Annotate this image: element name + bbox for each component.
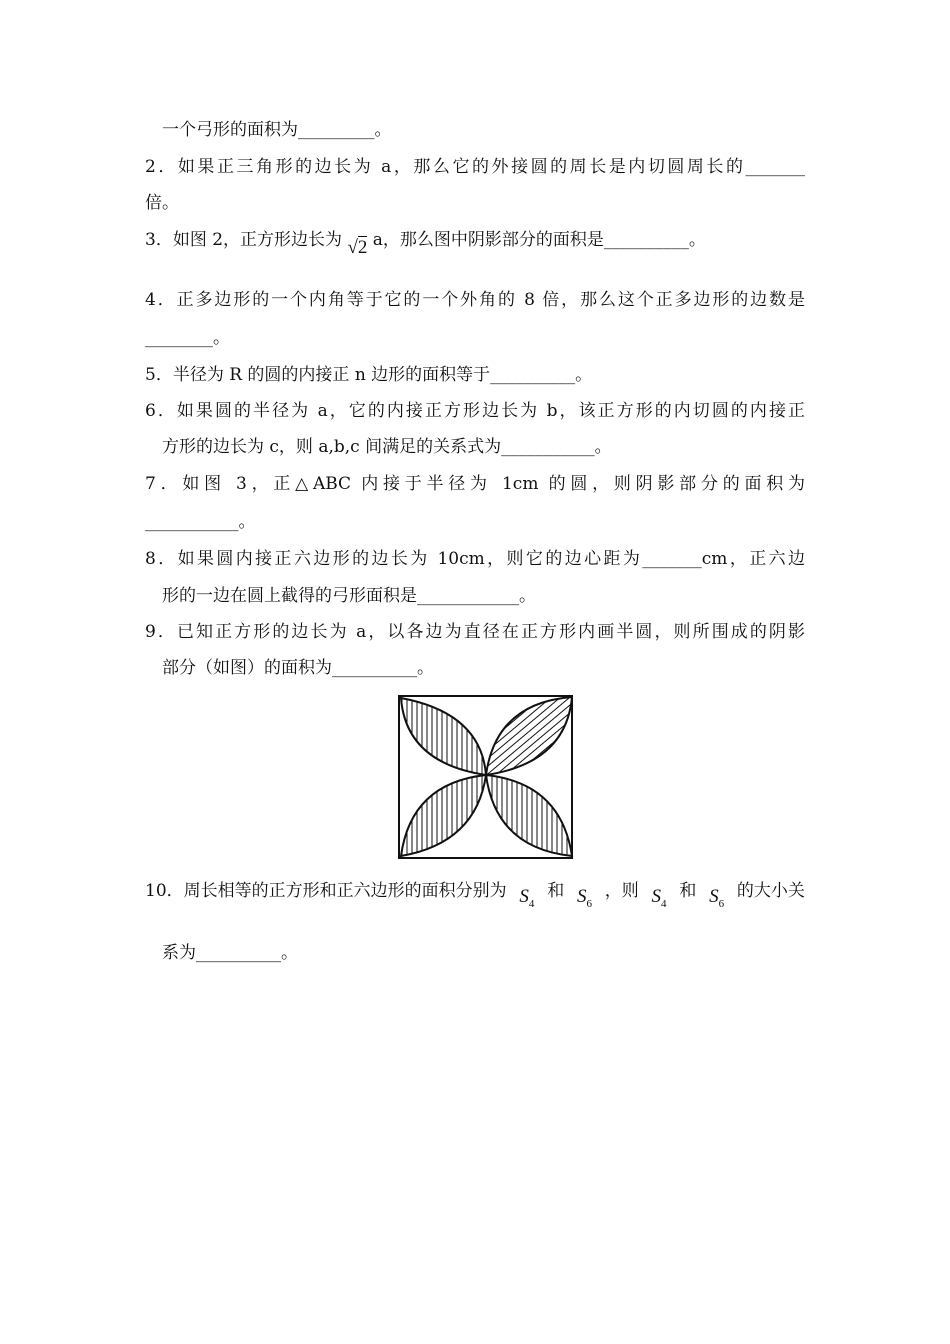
question-9: 9．已知正方形的边长为 a，以各边为直径在正方形内画半圆，则所围成的阴影 [145,622,805,642]
s-letter: S [576,886,587,907]
q10-and: 和 [547,881,565,901]
question-10-cont: 系为__________。 [162,943,298,963]
question-8: 8．如果圆内接正六边形的边长为 10cm，则它的边心距为_______cm，正六边 [145,549,805,569]
question-2: 2．如果正三角形的边长为 a，那么它的外接圆的周长是内切圆周长的_______ [145,157,805,177]
s4-symbol [519,886,534,915]
s-letter: S [651,886,662,907]
question-5: 5．半径为 R 的圆的内接正 n 边形的面积等于__________。 [145,365,593,385]
subscript-4: 4 [661,897,667,910]
question-3 [145,229,706,258]
s-letter: S [519,886,529,907]
question-6: 6．如果圆的半径为 a，它的内接正方形边长为 b，该正方形的内切圆的内接正 [145,401,805,421]
question-10 [145,880,805,909]
question-9-cont: 部分（如图）的面积为__________。 [162,658,434,678]
leaf-top-left [401,698,486,775]
leaf-bottom-left [401,775,486,856]
leaf-bottom-right [486,775,572,856]
question-6-cont: 方形的边长为 c，则 a,b,c 间满足的关系式为___________。 [162,437,612,457]
q3-text-post: a，那么图中阴影部分的面积是__________。 [372,230,706,250]
q3-text-pre: 3．如图 2，正方形边长为 [145,230,343,250]
s6-symbol [577,886,592,915]
semicircle-leaves-figure [396,693,576,863]
q10-then: ，则 [604,881,639,901]
subscript-4: 4 [528,897,535,910]
s-letter: S [709,886,719,907]
subscript-6: 6 [718,897,725,910]
q10-and: 和 [679,881,697,901]
question-4-cont: ________。 [145,328,230,348]
question-7-cont: ___________。 [145,512,256,532]
question-2-cont: 倍。 [145,193,179,213]
sqrt-expression: √2 [347,237,368,258]
q10-text-post: 的大小关 [736,881,805,901]
s6-symbol [709,886,724,915]
subscript-6: 6 [586,897,592,910]
q1-continuation: 一个弓形的面积为_________。 [162,120,392,140]
leaf-top-right [486,697,572,775]
q10-text-pre: 10．周长相等的正方形和正六边形的面积分别为 [145,881,507,901]
s4-symbol [652,886,667,915]
question-8-cont: 形的一边在圆上截得的弓形面积是____________。 [162,586,536,606]
question-7: 7．如图 3，正△ABC 内接于半径为 1cm 的圆，则阴影部分的面积为 [145,474,805,494]
sqrt-radicand: 2 [357,237,368,258]
question-4: 4．正多边形的一个内角等于它的一个外角的 8 倍，那么这个正多边形的边数是 [145,290,805,310]
